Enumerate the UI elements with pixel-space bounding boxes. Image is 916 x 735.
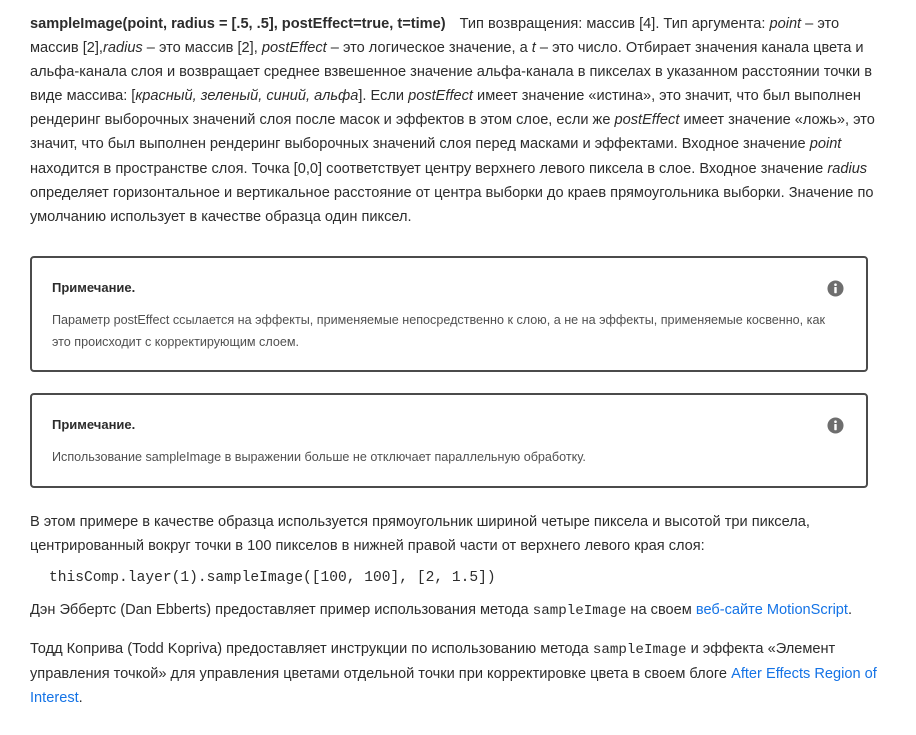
note-box bbox=[30, 256, 868, 372]
note-box bbox=[30, 393, 868, 488]
region-of-interest-link[interactable]: After Effects Region of Interest bbox=[30, 666, 877, 707]
note-title: Примечание. bbox=[52, 280, 136, 295]
note-text: Использование sampleImage в выражении больше не отключает параллельную обработку. bbox=[52, 450, 586, 464]
inline-code: sampleImage bbox=[592, 642, 687, 659]
documentation-content bbox=[30, 12, 878, 707]
example-intro: В этом примере в качестве образца используется прямоугольник шириной четыре пиксела и высотой три пиксела, центрированный вокруг точки в 100 пикселов в нижней правой части от верхнего левого края слоя: bbox=[30, 514, 810, 555]
info-icon bbox=[827, 280, 844, 297]
method-description: sampleImage(point, radius = [.5, .5], postEffect=true, t=time) Тип возвращения: массив [4]. Тип аргумента: point – это массив [2],radius – это массив [2], postEffect – это логическое значение, а t – это число. Отбирает значения канала цвета и альфа-канала слоя и возвращает среднее взвешенное значение альфа-канала в пикселах в указанном расстоянии точки в виде массива: [красный, зеленый, синий, альфа]. Если postEffect имеет значение «истина», это значит, что был выполнен рендеринг выборочных значений слоя после масок и эффектов в этом слое, если же postEffect имеет значение «ложь», это значит, что был выполнен рендеринг выборочных значений слоя перед масками и эффектами. Входное значение point находится в пространстве слоя. Точка [0,0] соответствует центру верхнего левого пиксела в слое. Входное значение radius определяет горизонтальное и вертикальное расстояние от центра выборки до краев прямоугольника выборки. Значение по умолчанию использует в качестве образца один пиксел. bbox=[30, 16, 875, 225]
code-example: thisComp.layer(1).sampleImage([100, 100], [2, 1.5]) bbox=[49, 570, 496, 587]
credit-paragraph-kopriva: Тодд Коприва (Todd Kopriva) предоставляет инструкции по использованию метода sampleImage и эффекта «Элемент управления точкой» для управления цветами отдельной точки при корректировке цвета в своем блоге After Effects Region of Interest. bbox=[30, 641, 877, 707]
note-text: Параметр postEffect ссылается на эффекты, применяемые непосредственно к слою, а не на эффекты, применяемые косвенно, как это происходит с корректирующим слоем. bbox=[52, 313, 825, 349]
note-title: Примечание. bbox=[52, 417, 136, 432]
example-section bbox=[30, 510, 878, 711]
credit-paragraph-ebberts: Дэн Эббертс (Dan Ebberts) предоставляет пример использования метода sampleImage на своем веб-сайте MotionScript. bbox=[30, 602, 853, 620]
info-icon bbox=[827, 417, 844, 434]
method-signature: sampleImage(point, radius = [.5, .5], postEffect=true, t=time) bbox=[30, 16, 446, 32]
inline-code: sampleImage bbox=[532, 603, 627, 620]
motionscript-link[interactable]: веб-сайте MotionScript bbox=[695, 602, 848, 619]
